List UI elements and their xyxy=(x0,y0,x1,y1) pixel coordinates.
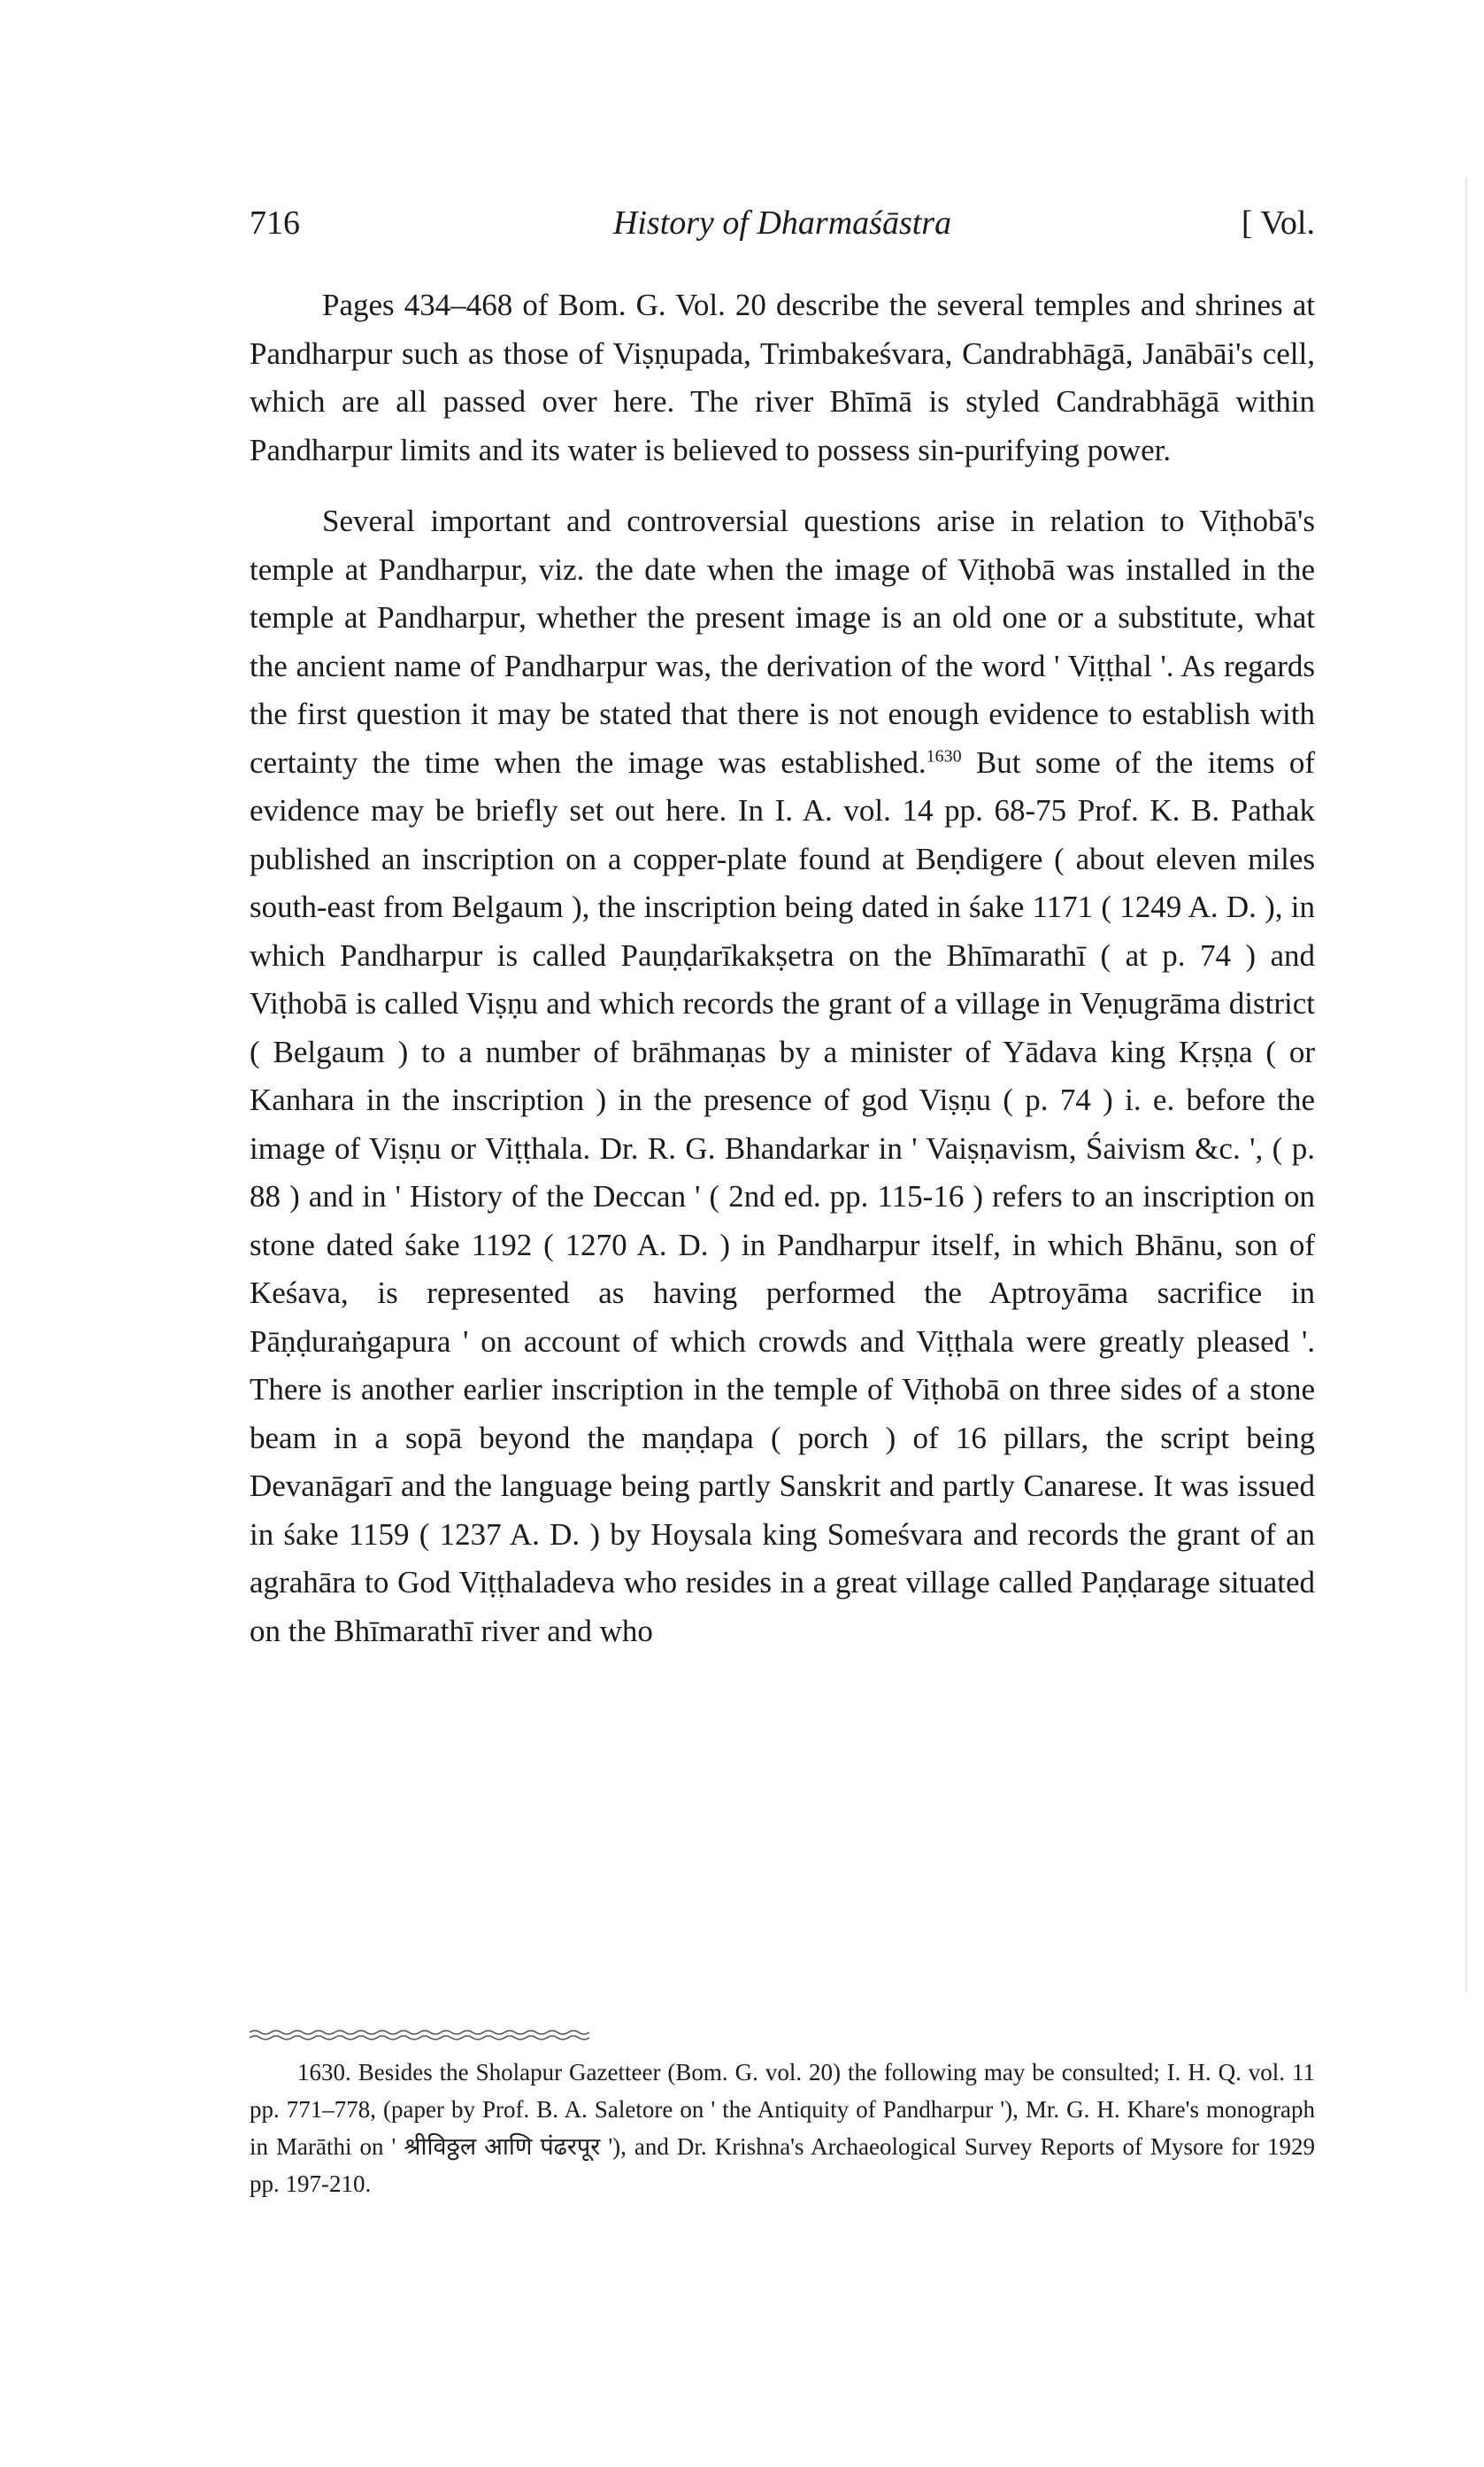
paragraph-questions-part-1: Several important and controversial questions arise in relation to Viṭhobā's temple at Pandharpur, viz. the date when the image of Viṭhobā was installed in the temple at Pandharpur, whether the present image is an old one or a substitute, what the ancient name of Pandharpur was, the derivation of the word ' Viṭṭhal '. As regards the first question it may be stated that there is not enough evidence to establish with certainty the time when the image was established. xyxy=(250,504,1315,780)
page-edge-line xyxy=(1465,177,1467,1992)
paragraph-questions-part-2: But some of the items of evidence may be briefly set out here. In I. A. vol. 14 pp. 68-75 Prof. K. B. Pathak published an inscription on a copper-plate found at Beṇdigere ( about eleven miles south-east from Belgaum ), the inscription being dated in śake 1171 ( 1249 A. D. ), in which Pandharpur is called Pauṇḍarīkakṣetra on the Bhīmarathī ( at p. 74 ) and Viṭhobā is called Viṣṇu and which records the grant of a village in Veṇugrāma district ( Belgaum ) to a number of brāhmaṇas by a minister of Yādava king Kṛṣṇa ( or Kanhara in the inscription ) in the presence of god Viṣṇu ( p. 74 ) i. e. before the image of Viṣṇu or Viṭṭhala. Dr. R. G. Bhandarkar in ' Vaiṣṇavism, Śaivism &c. ', ( p. 88 ) and in ' History of the Deccan ' ( 2nd ed. pp. 115-16 ) refers to an inscription on stone dated śake 1192 ( 1270 A. D. ) in Pandharpur itself, in which Bhānu, son of Keśava, is represented as having performed the Aptroyāma sacrifice in Pāṇḍuraṅgapura ' on account of which crowds and Viṭṭhala were greatly pleased '. There is another earlier inscription in the temple of Viṭhobā on three sides of a stone beam in a sopā beyond the maṇḍapa ( porch ) of 16 pillars, the script being Devanāgarī and the language being partly Sanskrit and partly Canarese. It was issued in śake 1159 ( 1237 A. D. ) by Hoysala king Someśvara and records the grant of an agrahāra to God Viṭṭhaladeva who resides in a great village called Paṇḍarage situated on the Bhīmarathī river and who xyxy=(250,744,1315,1648)
footnote-1630: 1630. Besides the Sholapur Gazetteer (Bom. G. vol. 20) the following may be consulted; I. H. Q. vol. 11 pp. 771–778, (paper by Prof. B. A. Saletore on ' the Antiquity of Pandharpur '), Mr. G. H. Khare's monograph in Marāthi on ' श्रीविठ्ठल आणि पंढरपूर '), and Dr. Krishna's Archaeological Survey Reports of Mysore for 1929 pp. 197-210. xyxy=(250,2059,1315,2197)
running-title: History of Dharmaśāstra xyxy=(612,204,952,242)
volume-mark: [ Vol. xyxy=(1241,204,1315,242)
paragraph-questions xyxy=(250,497,1315,1655)
footnote-separator xyxy=(250,2029,595,2041)
page-number: 716 xyxy=(250,204,300,242)
body-text xyxy=(250,281,1315,1655)
footnote-reference: 1630 xyxy=(926,745,962,766)
running-header xyxy=(250,197,1315,250)
paragraph-temples: Pages 434–468 of Bom. G. Vol. 20 describe the several temples and shrines at Pandharpur such as those of Viṣṇupada, Trimbakeśvara, Candrabhāgā, Janābāi's cell, which are all passed over here. The river Bhīmā is styled Candrabhāgā within Pandharpur limits and its water is believed to possess sin-purifying power. xyxy=(250,288,1315,467)
